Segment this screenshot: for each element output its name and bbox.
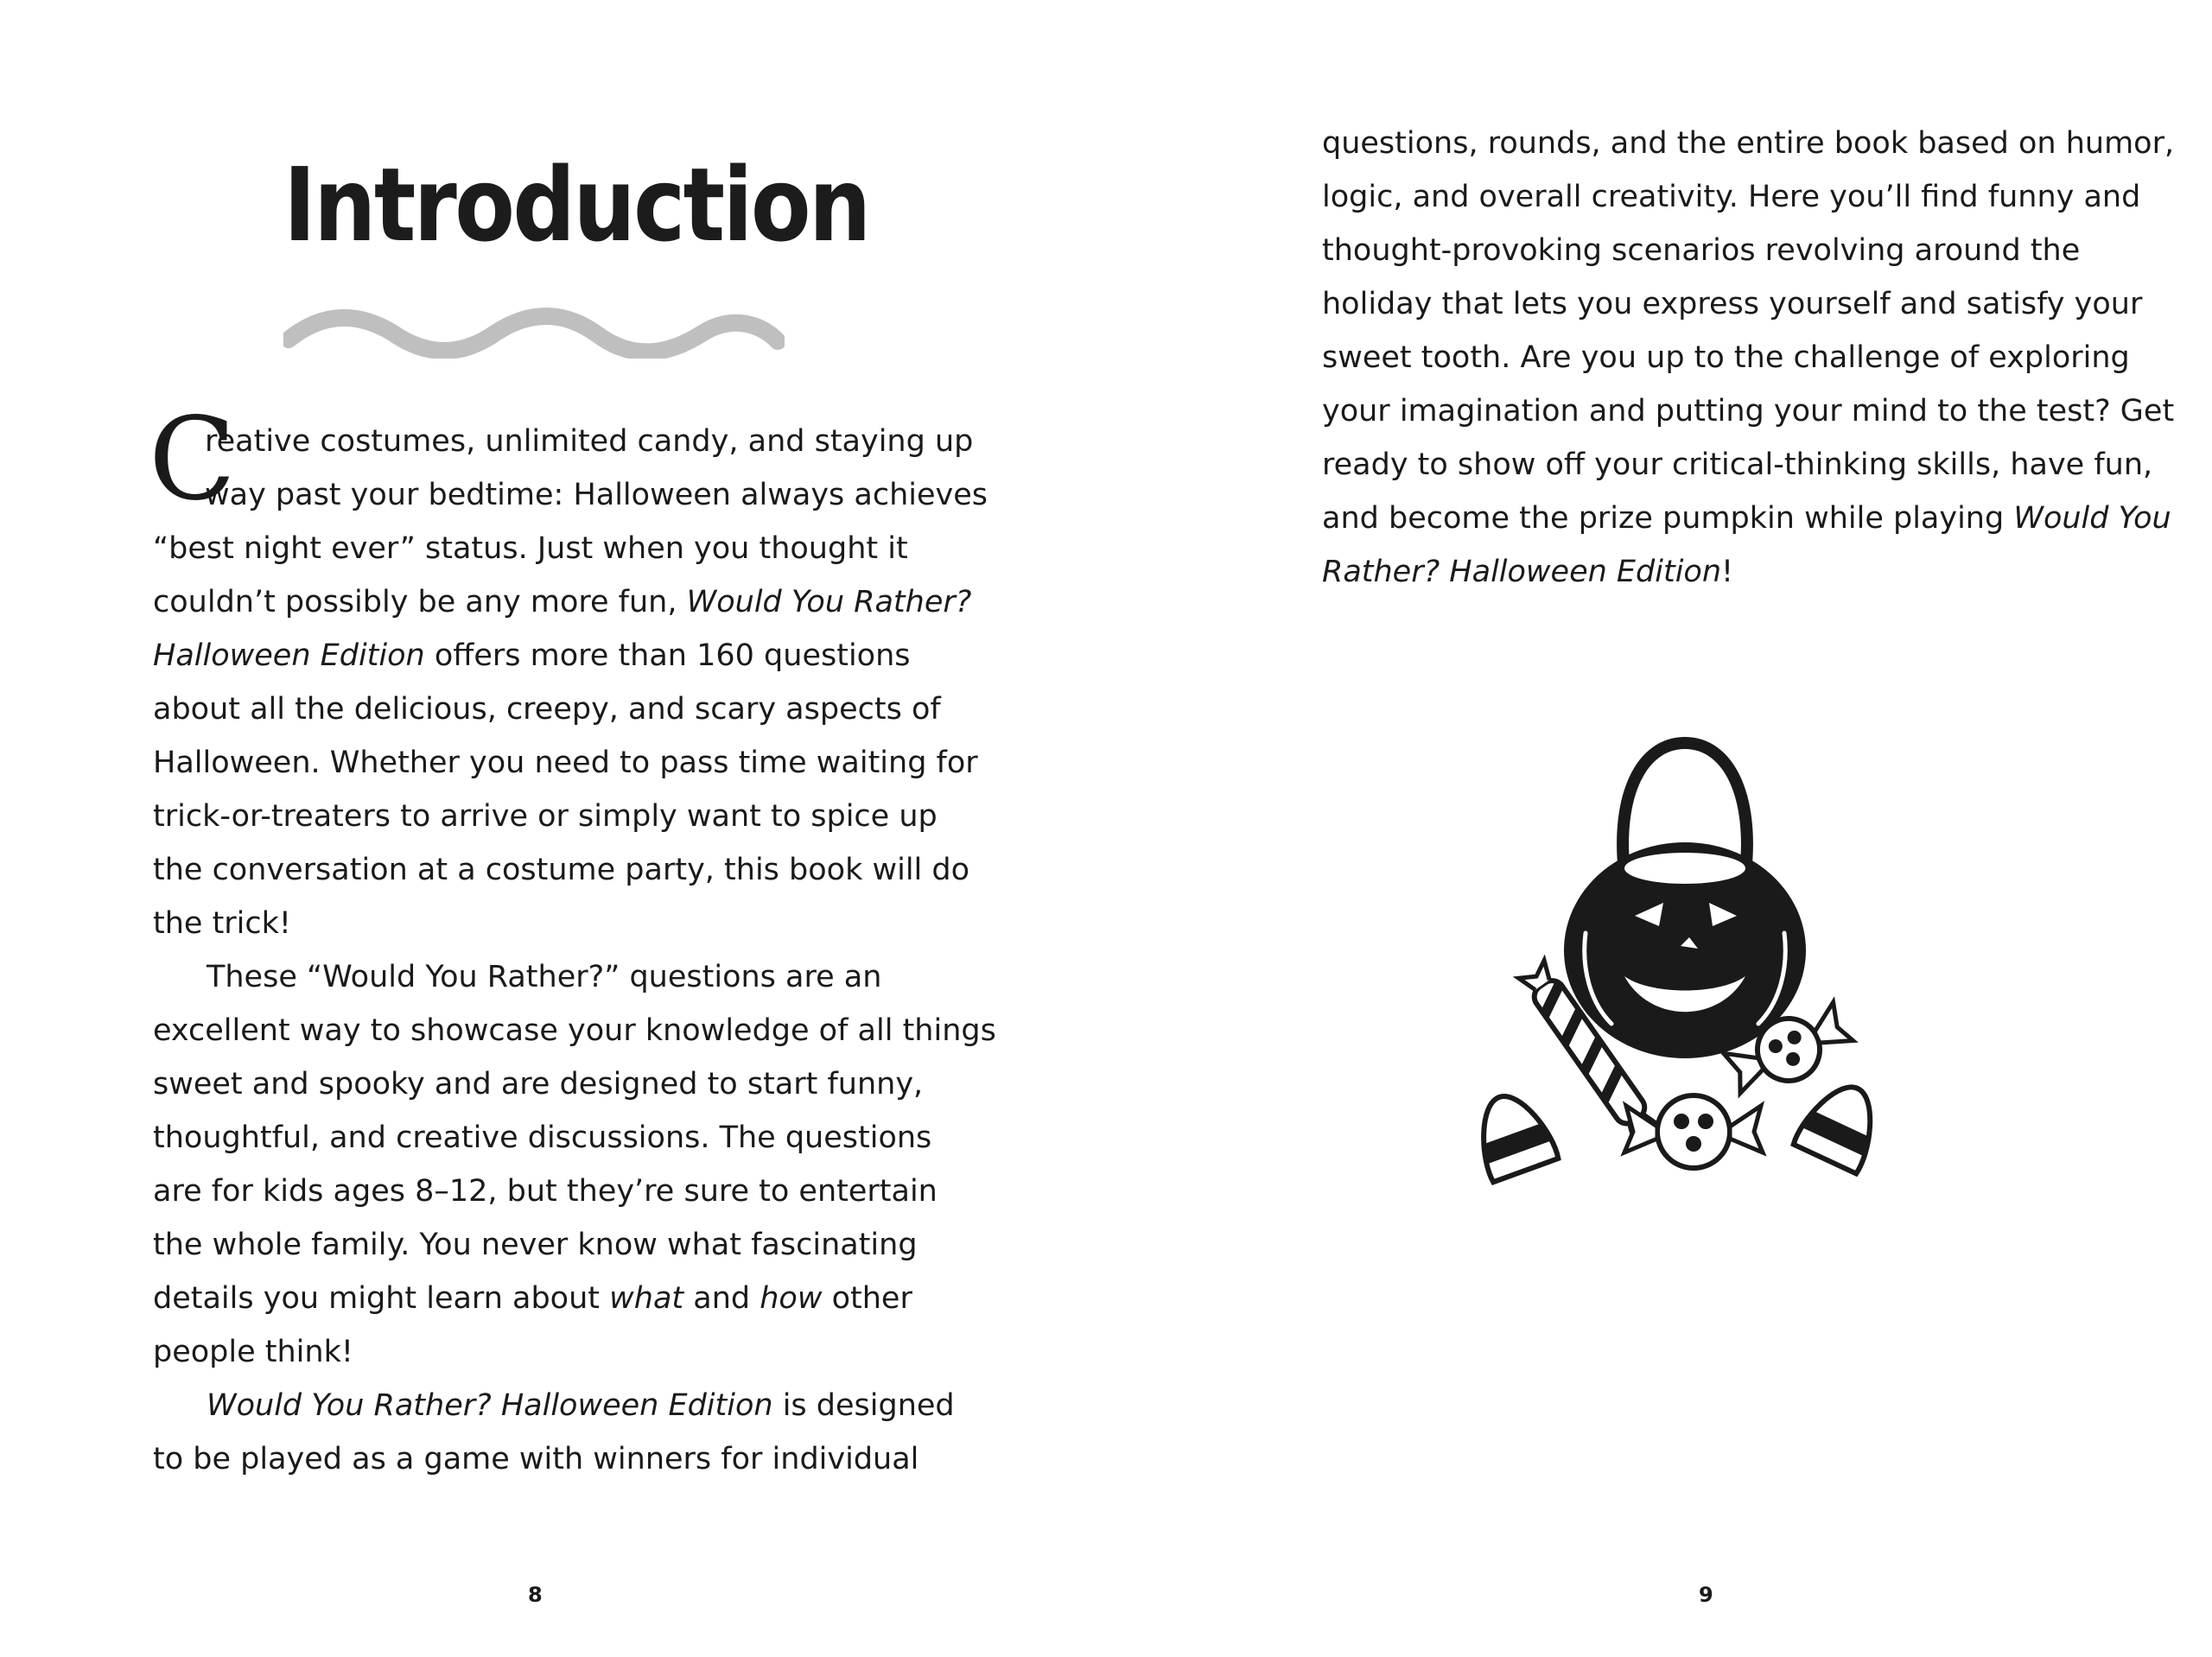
text-line: logic, and overall creativity. Here you’ll find funny and: [1322, 180, 2141, 214]
text-line: thoughtful, and creative discussions. The questions: [153, 1121, 932, 1155]
candy-corn-icon: [1466, 1085, 1559, 1182]
chapter-title: Introduction: [283, 145, 869, 264]
squiggle-divider: [283, 307, 785, 359]
text-line: the trick!: [153, 906, 291, 941]
text-line: sweet and spooky and are designed to start funny,: [153, 1067, 924, 1101]
drop-cap: C: [149, 393, 236, 526]
candy-corn-icon: [1793, 1074, 1890, 1174]
text-line: holiday that lets you express yourself and satisfy your: [1322, 287, 2143, 321]
text-line: people think!: [153, 1335, 353, 1369]
text-line: couldn’t possibly be any more fun, Would You Rather?: [153, 585, 972, 619]
text-line: Rather? Halloween Edition!: [1322, 555, 1734, 589]
text-line: your imagination and putting your mind to the test? Get: [1322, 394, 2175, 429]
text-line: questions, rounds, and the entire book based on humor,: [1322, 126, 2175, 161]
text-line: These “Would You Rather?” questions are an: [207, 960, 882, 994]
text-line: trick-or-treaters to arrive or simply want to spice up: [153, 799, 938, 834]
text-line: details you might learn about what and how other: [153, 1281, 912, 1316]
text-line: about all the delicious, creepy, and scary aspects of: [153, 692, 941, 727]
text-line: thought-provoking scenarios revolving around the: [1322, 233, 2081, 268]
intro-body-text-continued: [1322, 117, 2186, 599]
page-number: 9: [1699, 1583, 1713, 1607]
text-line: and become the prize pumpkin while playing Would You: [1322, 501, 2171, 536]
text-line: way past your bedtime: Halloween always achieves: [205, 478, 988, 512]
text-line: to be played as a game with winners for individual: [153, 1442, 919, 1476]
right-page: [1106, 0, 2212, 1657]
halloween-candy-illustration: [1452, 726, 1936, 1209]
text-line: “best night ever” status. Just when you thought it: [153, 531, 908, 566]
text-line: the whole family. You never know what fascinating: [153, 1228, 918, 1262]
text-line: reative costumes, unlimited candy, and staying up: [205, 424, 974, 459]
text-line: the conversation at a costume party, this book will do: [153, 853, 970, 887]
text-line: ready to show off your critical-thinking skills, have fun,: [1322, 448, 2153, 482]
text-line: Halloween. Whether you need to pass time waiting for: [153, 746, 978, 780]
text-line: Halloween Edition offers more than 160 questions: [153, 638, 911, 673]
page-number: 8: [528, 1583, 543, 1607]
text-line: sweet tooth. Are you up to the challenge of exploring: [1322, 340, 2130, 375]
intro-body-text: [153, 415, 996, 1486]
text-line: excellent way to showcase your knowledge of all things: [153, 1013, 996, 1048]
text-line: Would You Rather? Halloween Edition is designed: [207, 1388, 955, 1423]
text-line: are for kids ages 8–12, but they’re sure to entertain: [153, 1174, 938, 1209]
